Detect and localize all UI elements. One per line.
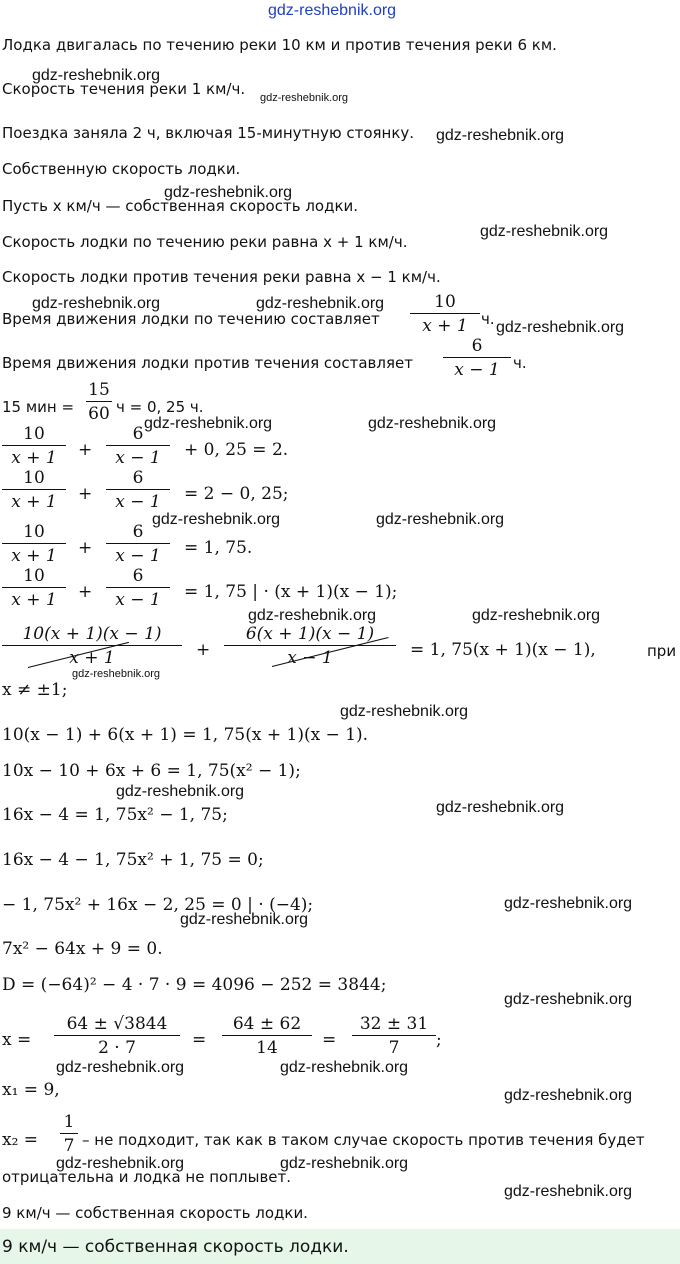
watermark: gdz-reshebnik.org (56, 1059, 185, 1076)
problem-line-distance: Лодка двигалась по течению реки 10 км и против течения реки 6 км. (2, 36, 557, 54)
equation-8: 16x − 4 = 1, 75x² − 1, 75; (2, 805, 228, 825)
watermark: gdz-reshebnik.org (280, 1059, 409, 1076)
answer-box (0, 1229, 680, 1264)
root-x2-label: x₂ = (2, 1130, 39, 1150)
watermark: gdz-reshebnik.org (480, 223, 609, 240)
fraction-10-over-x-plus-1: 10 x + 1 (2, 468, 66, 512)
unit-hours: ч. (513, 354, 527, 372)
fraction-6-over-x-minus-1: 6 x − 1 (106, 566, 170, 610)
watermark: gdz-reshebnik.org (472, 607, 601, 624)
fraction-10-over-x-plus-1: 10 x + 1 (2, 522, 66, 566)
plus-sign: + (196, 640, 211, 660)
problem-line-question: Собственную скорость лодки. (2, 160, 241, 178)
watermark: gdz-reshebnik.org (56, 1155, 185, 1172)
fraction-1-over-7: 1 7 (60, 1112, 78, 1156)
root-x1: x₁ = 9, (2, 1080, 60, 1100)
watermark: gdz-reshebnik.org (180, 911, 309, 928)
plus-sign: + (78, 484, 93, 504)
watermark: gdz-reshebnik.org (164, 184, 293, 201)
fraction-cancel-1: 10(x + 1)(x − 1) x + 1 (2, 624, 182, 668)
fraction-cancel-2: 6(x + 1)(x − 1) x − 1 (224, 624, 396, 668)
root-x2-reject-text-2: отрицательна и лодка не поплывет. (2, 1168, 292, 1186)
fraction-6-over-x-minus-1: 6 x − 1 (106, 424, 170, 468)
watermark: gdz-reshebnik.org (116, 783, 245, 800)
fraction-6-over-x-minus-1: 6 x − 1 (106, 522, 170, 566)
equation-7: 10x − 10 + 6x + 6 = 1, 75(x² − 1); (2, 761, 301, 781)
fraction-minutes: 15 60 (86, 380, 112, 424)
equation-11: 7x² − 64x + 9 = 0. (2, 939, 163, 959)
solution-time-upstream-text: Время движения лодки против течения составляет (2, 354, 413, 372)
solution-speed-upstream: Скорость лодки против течения реки равна x − 1 км/ч. (2, 268, 441, 286)
answer-text: 9 км/ч — собственная скорость лодки. (2, 1237, 349, 1257)
watermark: gdz-reshebnik.org (504, 991, 633, 1008)
semicolon: ; (436, 1030, 442, 1050)
watermark: gdz-reshebnik.org (260, 92, 349, 104)
equation-4-rest: = 1, 75 | · (x + 1)(x − 1); (184, 582, 398, 602)
equation-2-rest: = 2 − 0, 25; (184, 484, 289, 504)
watermark: gdz-reshebnik.org (152, 511, 281, 528)
root-x2-reject-text: – не подходит, так как в таком случае скорость против течения будет (82, 1131, 645, 1149)
equation-9: 16x − 4 − 1, 75x² + 1, 75 = 0; (2, 850, 264, 870)
equation-6: 10(x − 1) + 6(x + 1) = 1, 75(x + 1)(x − 1). (2, 725, 369, 745)
fraction-time-upstream: 6 x − 1 (443, 336, 511, 380)
plus-sign: + (78, 440, 93, 460)
watermark: gdz-reshebnik.org (436, 799, 565, 816)
problem-line-current: Скорость течения реки 1 км/ч. (2, 80, 246, 98)
roots-x-eq: x = (2, 1030, 32, 1050)
condition-x-not-equal: x ≠ ±1; (2, 680, 68, 700)
watermark: gdz-reshebnik.org (436, 127, 565, 144)
watermark: gdz-reshebnik.org (376, 511, 505, 528)
equation-10: − 1, 75x² + 16x − 2, 25 = 0 | · (−4); (2, 895, 314, 915)
watermark: gdz-reshebnik.org (280, 1155, 409, 1172)
fraction-10-over-x-plus-1: 10 x + 1 (2, 566, 66, 610)
solution-time-downstream-text: Время движения лодки по течению составляет (2, 310, 380, 328)
watermark: gdz-reshebnik.org (340, 703, 469, 720)
equals-sign: = (322, 1030, 337, 1050)
equation-5-rest: = 1, 75(x + 1)(x − 1), (410, 640, 596, 660)
solution-let: Пусть x км/ч — собственная скорость лодки. (2, 197, 359, 215)
equation-3-rest: = 1, 75. (184, 538, 253, 558)
watermark: gdz-reshebnik.org (72, 668, 161, 680)
watermark: gdz-reshebnik.org (256, 295, 385, 312)
watermark: gdz-reshebnik.org (504, 1087, 633, 1104)
minutes-conversion-post: ч = 0, 25 ч. (116, 398, 204, 416)
discriminant: D = (−64)² − 4 · 7 · 9 = 4096 − 252 = 3844; (2, 975, 387, 995)
solution-speed-downstream: Скорость лодки по течению реки равна x + 1 км/ч. (2, 233, 408, 251)
site-watermark-top[interactable]: gdz-reshebnik.org (268, 2, 397, 19)
minutes-conversion-pre: 15 мин = (2, 398, 75, 416)
equation-1-rest: + 0, 25 = 2. (184, 440, 289, 460)
solution-conclusion: 9 км/ч — собственная скорость лодки. (2, 1204, 308, 1222)
fraction-roots-2: 64 ± 62 14 (222, 1014, 312, 1058)
watermark: gdz-reshebnik.org (32, 295, 161, 312)
watermark: gdz-reshebnik.org (504, 895, 633, 912)
watermark: gdz-reshebnik.org (144, 415, 273, 432)
plus-sign: + (78, 538, 93, 558)
fraction-roots-3: 32 ± 31 7 (352, 1014, 436, 1058)
condition-word: при (647, 642, 677, 660)
problem-line-time: Поездка заняла 2 ч, включая 15-минутную стоянку. (2, 124, 415, 142)
watermark: gdz-reshebnik.org (32, 67, 161, 84)
fraction-10-over-x-plus-1: 10 x + 1 (2, 424, 66, 468)
unit-hours: ч. (481, 310, 495, 328)
fraction-time-downstream: 10 x + 1 (410, 292, 480, 336)
watermark: gdz-reshebnik.org (368, 415, 497, 432)
fraction-roots-1: 64 ± √3844 2 · 7 (54, 1014, 180, 1058)
plus-sign: + (78, 582, 93, 602)
watermark: gdz-reshebnik.org (248, 607, 377, 624)
watermark: gdz-reshebnik.org (496, 319, 625, 336)
equals-sign: = (192, 1030, 207, 1050)
fraction-6-over-x-minus-1: 6 x − 1 (106, 468, 170, 512)
watermark: gdz-reshebnik.org (504, 1183, 633, 1200)
